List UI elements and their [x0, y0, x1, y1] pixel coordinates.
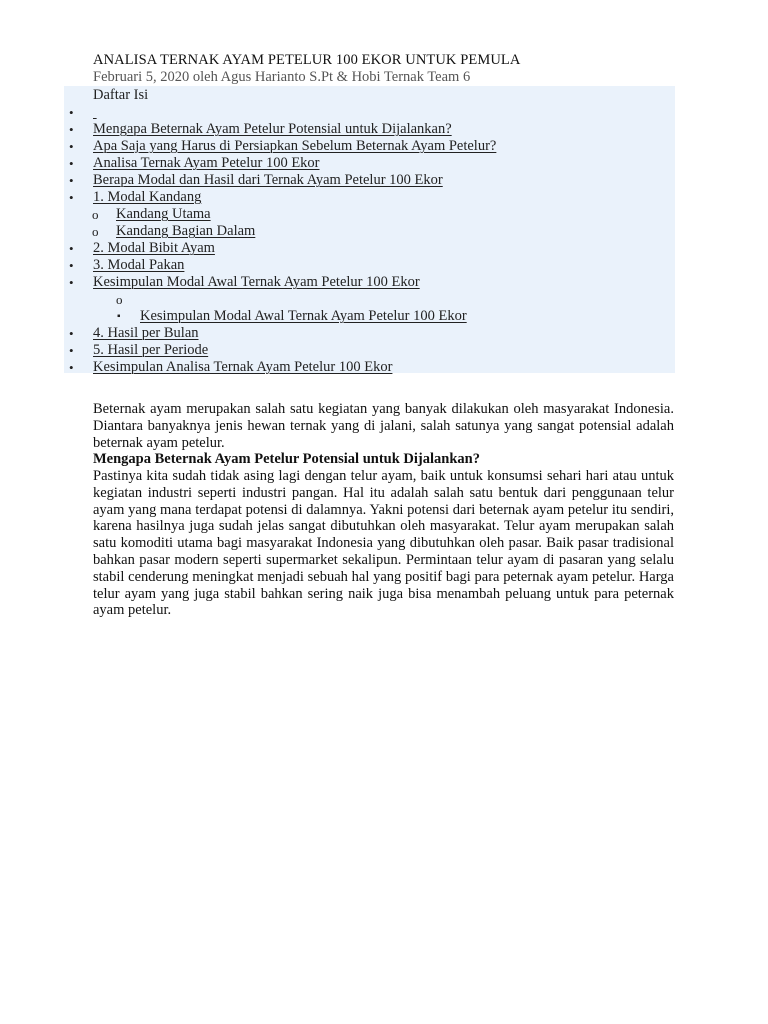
- toc-heading: Daftar Isi: [93, 87, 149, 103]
- toc-link-pakan[interactable]: 3. Modal Pakan: [93, 257, 185, 273]
- article-byline: Februari 5, 2020 oleh Agus Harianto S.Pt & Hobi Ternak Team 6: [93, 69, 471, 85]
- disc-bullet-icon: •: [69, 190, 74, 205]
- toc-link-modal-kandang[interactable]: 1. Modal Kandang: [93, 189, 202, 205]
- toc-link-kandang-dalam[interactable]: Kandang Bagian Dalam: [116, 223, 256, 239]
- section-heading: Mengapa Beternak Ayam Petelur Potensial untuk Dijalankan?: [93, 451, 480, 467]
- toc-link-empty[interactable]: [93, 104, 99, 121]
- toc-link-kesimpulan-modal-sub[interactable]: Kesimpulan Modal Awal Ternak Ayam Petelur 100 Ekor: [140, 308, 467, 324]
- disc-bullet-icon: •: [69, 122, 74, 137]
- toc-link-persiapan[interactable]: Apa Saja yang Harus di Persiapkan Sebelum Beternak Ayam Petelur?: [93, 138, 497, 154]
- toc-link-bibit[interactable]: 2. Modal Bibit Ayam: [93, 240, 215, 256]
- disc-bullet-icon: •: [69, 360, 74, 375]
- disc-bullet-icon: •: [69, 275, 74, 290]
- circle-bullet-icon: o: [116, 292, 123, 307]
- toc-link-mengapa[interactable]: Mengapa Beternak Ayam Petelur Potensial untuk Dijalankan?: [93, 121, 452, 137]
- disc-bullet-icon: •: [69, 173, 74, 188]
- disc-bullet-icon: •: [69, 241, 74, 256]
- square-bullet-icon: ▪: [117, 311, 121, 322]
- disc-bullet-icon: •: [69, 258, 74, 273]
- toc-link-hasil-periode[interactable]: 5. Hasil per Periode: [93, 342, 209, 358]
- toc-link-kesimpulan-modal[interactable]: Kesimpulan Modal Awal Ternak Ayam Petelur 100 Ekor: [93, 274, 420, 290]
- toc-link-kandang-utama[interactable]: Kandang Utama: [116, 206, 211, 222]
- toc-link-analisa[interactable]: Analisa Ternak Ayam Petelur 100 Ekor: [93, 155, 320, 171]
- article-title: ANALISA TERNAK AYAM PETELUR 100 EKOR UNTUK PEMULA: [93, 52, 521, 68]
- disc-bullet-icon: •: [69, 326, 74, 341]
- toc-link-hasil-bulan[interactable]: 4. Hasil per Bulan: [93, 325, 199, 341]
- toc-link-modal-hasil[interactable]: Berapa Modal dan Hasil dari Ternak Ayam Petelur 100 Ekor: [93, 172, 443, 188]
- circle-bullet-icon: o: [92, 224, 99, 239]
- intro-paragraph: Beternak ayam merupakan salah satu kegiatan yang banyak dilakukan oleh masyarakat Indonesia. Diantara banyaknya jenis hewan ternak yang di jalani, salah satunya yang sangat potensial adalah beternak ayam petelur.: [93, 401, 674, 451]
- disc-bullet-icon: •: [69, 343, 74, 358]
- toc-link-kesimpulan-analisa[interactable]: Kesimpulan Analisa Ternak Ayam Petelur 100 Ekor: [93, 359, 393, 375]
- section-paragraph: Pastinya kita sudah tidak asing lagi dengan telur ayam, baik untuk konsumsi sehari hari atau untuk kegiatan industri seperti industri pangan. Hal itu adalah salah satu bentuk dari penggunaan telur ayam yang mana terdapat potensi di dalamnya. Yakni potensi dari beternak ayam petelur itu sendiri, karena hasilnya juga sudah jelas sangat dibutuhkan oleh masyarakat. Telur ayam merupakan salah satu komoditi utama bagi masyarakat Indonesia yang dibutuhkan oleh pasar. Baik pasar tradisional bahkan pasar modern seperti supermarket sekalipun. Permintaan telur ayam di pasaran yang selalu stabil cenderung meningkat menjadi sebuah hal yang positif bagi para peternak ayam petelur. Harga telur ayam yang juga stabil bahkan sering naik juga bisa menambah peluang untuk para peternak ayam petelur.: [93, 468, 674, 619]
- disc-bullet-icon: •: [69, 105, 74, 120]
- disc-bullet-icon: •: [69, 156, 74, 171]
- circle-bullet-icon: o: [92, 207, 99, 222]
- disc-bullet-icon: •: [69, 139, 74, 154]
